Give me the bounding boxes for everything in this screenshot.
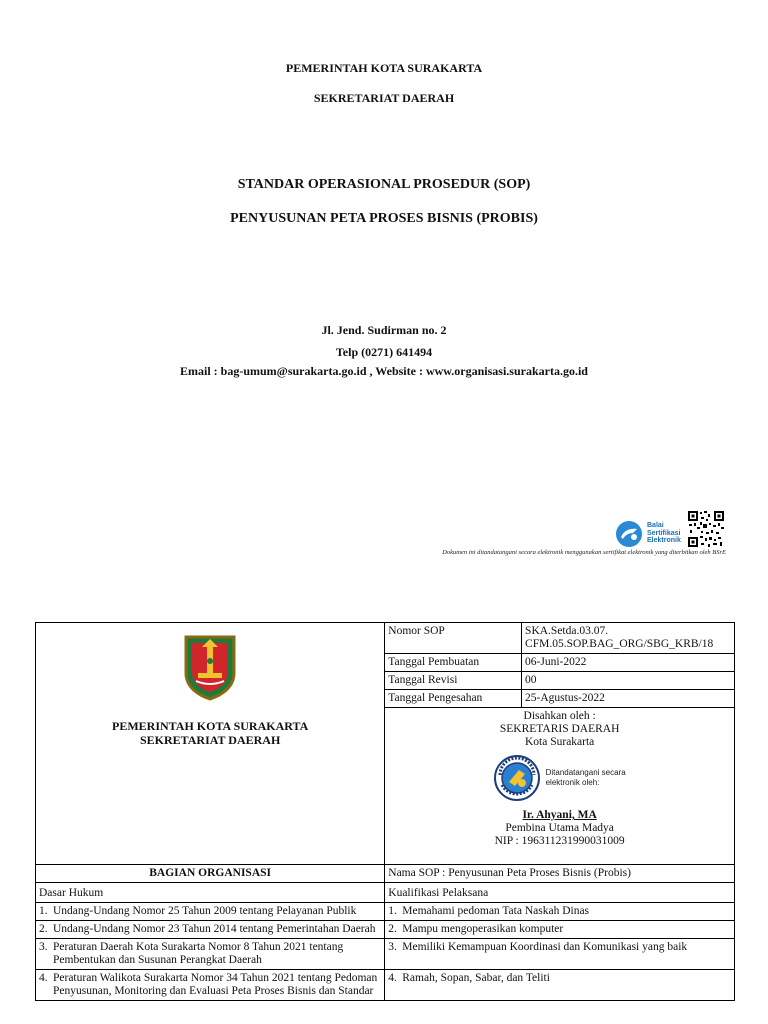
signer-rank: Pembina Utama Madya (505, 822, 614, 834)
esign-note: Dokumen ini ditandatangani secara elektronik menggunakan sertifikat elektronik yang diterbitkan oleh BSrE (442, 549, 726, 556)
legal-basis-item (36, 903, 385, 921)
bsre-line-2: Sertifikasi (647, 529, 681, 537)
e-signature-stamp (388, 755, 731, 801)
sop-title: STANDAR OPERASIONAL PROSEDUR (SOP) (237, 177, 531, 192)
org-header-cell (36, 623, 385, 865)
bsre-label (647, 522, 681, 545)
approval-city: Kota Surakarta (524, 736, 595, 748)
approval-cell (385, 708, 735, 865)
item-number: 4. (388, 972, 397, 984)
secretariat-heading: SEKRETARIAT DAERAH (313, 91, 455, 105)
qualification-item (385, 921, 735, 939)
stamp-text-1: Ditandatangani secara (545, 768, 626, 777)
item-number: 1. (388, 905, 397, 917)
qualification-header: Kualifikasi Pelaksana (385, 883, 735, 903)
item-number: 4. (39, 972, 48, 984)
org-name-line1: PEMERINTAH KOTA SURAKARTA (112, 719, 309, 733)
sop-table (35, 622, 735, 1001)
qualification-item (385, 903, 735, 921)
qr-code-icon (687, 510, 725, 548)
meta-value-tanggal-pembuatan: 06-Juni-2022 (522, 654, 735, 672)
legal-basis-item (36, 921, 385, 939)
contact-info: Email : bag-umum@surakarta.go.id , Website : www.organisasi.surakarta.go.id (180, 364, 588, 378)
qualification-item (385, 939, 735, 970)
item-text: Peraturan Walikota Surakarta Nomor 34 Tahun 2021 tentang Pedoman Penyusunan, Monitoring dan Evaluasi Peta Proses Bisnis dan Standar (53, 972, 378, 997)
sop-name-cell: Nama SOP : Penyusunan Peta Proses Bisnis (Probis) (385, 865, 735, 883)
legal-basis-item (36, 970, 385, 1001)
item-text: Memiliki Kemampuan Koordinasi dan Komunikasi yang baik (402, 941, 688, 953)
meta-label-tanggal-revisi: Tanggal Revisi (385, 672, 522, 690)
signer-nip: NIP : 196311231990031009 (494, 835, 625, 847)
item-number: 2. (388, 923, 397, 935)
legal-basis-item (36, 939, 385, 970)
stamp-text-2: elektronik oleh: (545, 778, 600, 787)
address: Jl. Jend. Sudirman no. 2 (321, 323, 447, 337)
meta-label-nomor-sop: Nomor SOP (385, 623, 522, 654)
approval-by: Disahkan oleh : (523, 710, 596, 722)
item-text: Mampu mengoperasikan komputer (402, 923, 564, 935)
org-name-line2: SEKRETARIAT DAERAH (139, 733, 281, 747)
item-number: 1. (39, 905, 48, 917)
government-heading: PEMERINTAH KOTA SURAKARTA (285, 61, 483, 75)
item-text: Undang-Undang Nomor 23 Tahun 2014 tentang Pemerintahan Daerah (53, 923, 376, 935)
meta-value-tanggal-revisi: 00 (522, 672, 735, 690)
meta-label-tanggal-pembuatan: Tanggal Pembuatan (385, 654, 522, 672)
bsre-line-3: Elektronik (647, 537, 681, 544)
meta-label-tanggal-pengesahan: Tanggal Pengesahan (385, 690, 522, 708)
surakarta-emblem-icon (182, 633, 238, 701)
signer-name: Ir. Ahyani, MA (522, 809, 597, 821)
bsre-line-1: Balai (647, 522, 664, 529)
division-cell: BAGIAN ORGANISASI (36, 865, 385, 883)
sop-subject: PENYUSUNAN PETA PROSES BISNIS (PROBIS) (230, 211, 538, 226)
legal-basis-header: Dasar Hukum (36, 883, 385, 903)
meta-value-tanggal-pengesahan: 25-Agustus-2022 (522, 690, 735, 708)
item-number: 2. (39, 923, 48, 935)
item-text: Ramah, Sopan, Sabar, dan Teliti (402, 972, 550, 984)
item-text: Memahami pedoman Tata Naskah Dinas (402, 905, 590, 917)
qualification-item (385, 970, 735, 1001)
item-text: Undang-Undang Nomor 25 Tahun 2009 tentang Pelayanan Publik (53, 905, 357, 917)
meta-value-nomor-sop: SKA.Setda.03.07. CFM.05.SOP.BAG_ORG/SBG_KRB/18 (522, 623, 735, 654)
bsre-logo-icon (615, 520, 643, 548)
item-number: 3. (388, 941, 397, 953)
item-number: 3. (39, 941, 48, 953)
city-seal-icon (494, 755, 540, 801)
phone: Telp (0271) 641494 (335, 345, 433, 359)
approval-position: SEKRETARIS DAERAH (499, 723, 620, 735)
item-text: Peraturan Daerah Kota Surakarta Nomor 8 Tahun 2021 tentang Pembentukan dan Susunan Perangkat Daerah (53, 941, 344, 966)
